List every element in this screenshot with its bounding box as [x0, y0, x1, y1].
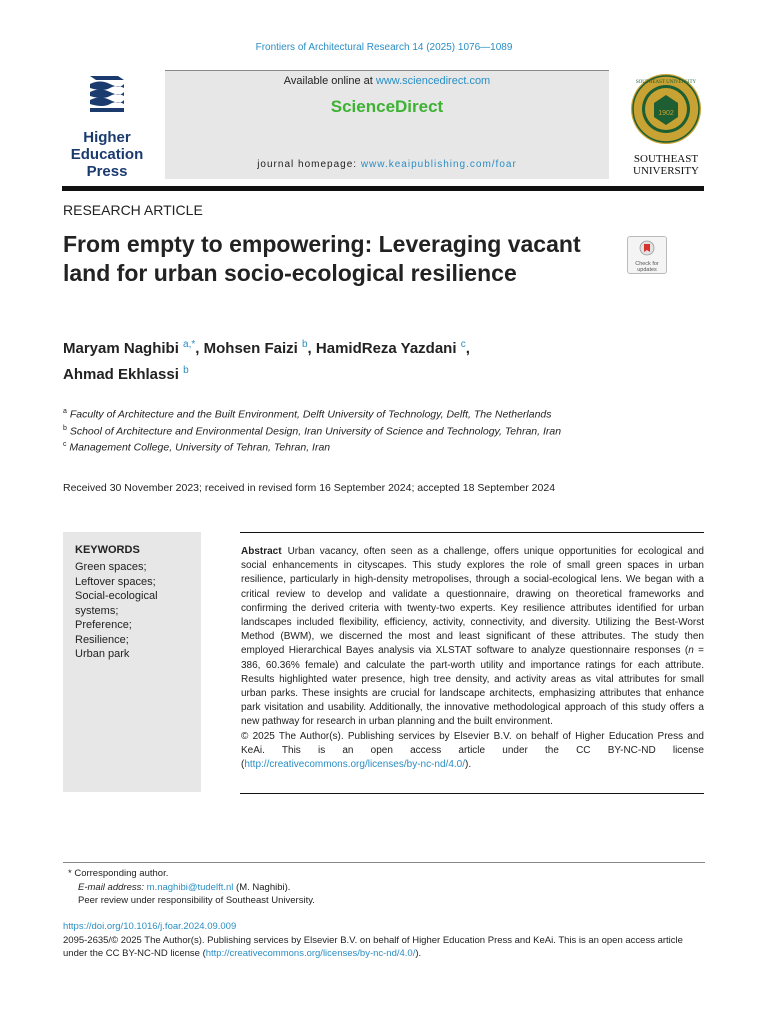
received-dates: Received 30 November 2023; received in revised form 16 September 2024; accepted 18 September 2024 [63, 482, 556, 494]
abstract-body: Abstract Urban vacancy, often seen as a challenge, offers unique opportunities for ecological and social enhancements in cityscapes. This study explores the role of small green spaces in urban resilience, particularly in high-density metropolises, through a social-ecological lens. We began with a critical review to develop and validate a questionnaire, drawing on theoretical frameworks and confirming the derived criteria with twenty-two experts. Key resilience attributes identified for urban landscapes included flexibility, efficiency, activity, connectivity, and diversity. Utilizing the Best-Worst Method (BWM), we discerned the most and least significant of these attributes. The study then employed Hierarchical Bayes analysis via XLSTAT software to analyze questionnaire responses (n = 386, 60.36% female) and calculate the part-worth utility and importance ratings for each attribute. Results highlighted water presence, high tree density, and activity areas as vital attributes for small urban parks. These insights are crucial for landscape architects, emphasizing attributes that enhance park visitation and usability. Additionally, the innovative methodological approach of this study offers a new pathway for research in urban planning and the built environment. [241, 546, 704, 728]
bookmark-icon [639, 240, 655, 256]
article-type: RESEARCH ARTICLE [63, 202, 203, 218]
affiliation-item: $^c$ Management College, University of Tehran, Tehran, Iran [63, 441, 331, 454]
publisher-logo[interactable] [62, 72, 152, 180]
email-link[interactable]: m.naghibi@tudelft.nl [146, 881, 234, 893]
license-link[interactable]: http://creativecommons.org/licenses/by-nc-nd/4.0/ [244, 759, 465, 771]
sciencedirect-brand[interactable]: ScienceDirect [330, 97, 444, 116]
keyword-item: Green spaces; [75, 561, 147, 573]
article-title: From empty to empowering: Leveraging vacant land for urban socio-ecological resilience [63, 231, 581, 286]
author-list: Maryam Naghibi $^{a,*}$, Mohsen Faizi $^b$, HamidReza Yazdani $^c$, Ahmad Ekhlassi $^b$ [63, 339, 470, 383]
abstract-rule-bottom [240, 793, 704, 794]
author-name: Ahmad Ekhlassi [63, 366, 179, 383]
corresponding-author-note: * Corresponding author. [68, 868, 169, 879]
journal-header [165, 70, 609, 179]
abstract-heading: Abstract [241, 546, 282, 557]
author-name: Maryam Naghibi [63, 340, 179, 357]
keyword-item: Preference; [75, 619, 132, 631]
university-name: SOUTHEAST UNIVERSITY [633, 153, 699, 177]
journal-reference[interactable]: Frontiers of Architectural Research 14 (2025) 1076—1089 [255, 42, 513, 53]
svg-text:SOUTHEAST UNIVERSITY: SOUTHEAST UNIVERSITY [635, 80, 697, 85]
affiliation-item: $^b$ School of Architecture and Environmental Design, Iran University of Science and Technology, Tehran, Iran [63, 424, 562, 437]
author-affiliation-link[interactable]: b [301, 339, 308, 350]
footnote-rule [63, 862, 705, 863]
check-for-updates-button[interactable] [627, 236, 667, 274]
affiliations [63, 405, 623, 455]
author-name: HamidReza Yazdani [315, 340, 457, 357]
footer-license-link[interactable]: http://creativecommons.org/licenses/by-nc-nd/4.0/ [205, 948, 416, 959]
university-logo[interactable] [625, 73, 707, 177]
footer-license: 2095-2635/© 2025 The Author(s). Publishing services by Elsevier B.V. on behalf of Higher Education Press and KeAi. This is an open access article under the CC BY-NC-ND license (http://creativecommons.org/licenses/by-nc-nd/4.0/). [63, 934, 683, 959]
keywords-box [63, 532, 201, 792]
publisher-name: Higher Education Press [70, 129, 144, 180]
keywords-list [75, 560, 197, 662]
author-affiliation-link[interactable]: b [183, 365, 189, 376]
keyword-item: Resilience; [75, 633, 129, 646]
sciencedirect-link[interactable]: www.sciencedirect.com [375, 75, 491, 87]
doi-link[interactable]: https://doi.org/10.1016/j.foar.2024.09.009 [63, 921, 237, 932]
keyword-item: Leftover spaces; [75, 575, 156, 588]
abstract-rule-top [240, 532, 704, 533]
abstract-copyright: © 2025 The Author(s). Publishing services by Elsevier B.V. on behalf of Higher Education Press and KeAi. This is an open access article under the CC BY-NC-ND license (http://creativecommons.org/licenses/by-nc-nd/4.0/). [241, 730, 704, 771]
email-note: E-mail address: m.naghibi@tudelft.nl (M. Naghibi). [78, 881, 291, 893]
university-seal-icon [630, 73, 702, 145]
author-affiliation-link[interactable]: a,* [183, 339, 196, 350]
keywords-heading: KEYWORDS [75, 544, 140, 556]
keyword-item: Urban park [75, 648, 130, 660]
journal-homepage: journal homepage: www.keaipublishing.com/foar [257, 159, 517, 170]
footnotes [68, 867, 698, 908]
author-name: Mohsen Faizi [203, 340, 298, 357]
available-online: Available online at www.sciencedirect.com [283, 75, 491, 87]
check-updates-label: Check for updates [635, 261, 659, 273]
svg-text:1902: 1902 [658, 110, 674, 117]
affiliation-item: $^a$ Faculty of Architecture and the Built Environment, Delft University of Technology, Delft, The Netherlands [63, 408, 552, 421]
header-rule [62, 186, 704, 191]
page-footer [63, 920, 705, 961]
abstract [241, 545, 704, 772]
keyword-item: Social-ecological systems; [75, 590, 158, 617]
journal-homepage-link[interactable]: www.keaipublishing.com/foar [360, 159, 517, 170]
peer-review-note: Peer review under responsibility of Southeast University. [78, 895, 315, 906]
author-affiliation-link[interactable]: c [460, 339, 466, 350]
publisher-emblem-icon [84, 72, 130, 118]
